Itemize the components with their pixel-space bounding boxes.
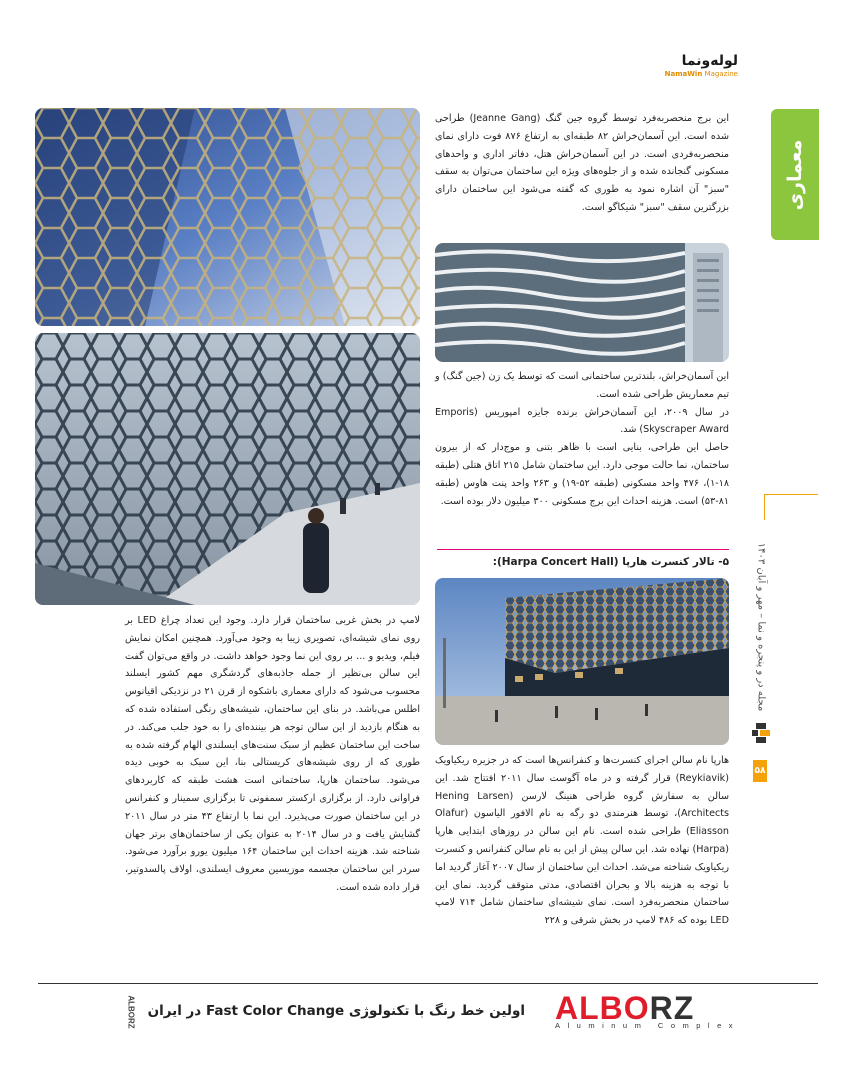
logo-magazine: Magazine [704,70,738,78]
magazine-mark-icon [752,723,770,743]
alborz-wordmark-dark: RZ [649,990,695,1026]
section-divider [437,549,729,550]
footer-divider [38,983,818,984]
issue-info [747,522,775,732]
section-heading-harpa: ۵- تالار کنسرت هارپا (Harpa Concert Hall): [492,556,729,568]
harpa-exterior-photo [435,578,729,745]
alborz-wordmark-red: ALBO [555,990,650,1026]
aqua-tower-photo [435,243,729,362]
intro-paragraph [435,110,729,217]
orange-bracket-side [764,494,765,520]
alborz-subtitle: Aluminum Complex [555,1021,741,1030]
magazine-logo [642,53,738,79]
intro-text: این برج منحصربه‌فرد توسط گروه جین گنگ (Jeanne Gang) طراحی شده است. این آسمان‌خراش ۸۲ طبقه‌ای به ارتفاع ۸۷۶ فوت دارای نمای منحصربه‌فردی است. در این آسمان‌خراش هتل، دفاتر اداری و واحدهای مسکونی گنجانده شده و از جلوه‌های ویژه این ساختمان می‌توان به سقف "سبز" آن اشاره نمود به طوری که گفته می‌شود این ساختمان دارای بزرگترین سقف "سبز" شیکاگو است. [435,113,730,213]
alborz-logo [555,990,741,1032]
aqua-description [435,368,729,510]
alborz-vertical-text: ALBORZ [126,995,136,1029]
harpa-text: هارپا نام سالن اجرای کنسرت‌ها و کنفرانس‌ها است که در جزیره ریکیاویک (Reykiavik) قرار گرفته و در ماه آگوست سال ۲۰۱۱ افتتاح شد. این سالن به سفارش گروه طراحی هنینگ لارسن (Hening Larsen Architects)، توسط هنرمندی دو رگه به نام الافور الیاسون (Olafur Eliasson) طراحی شده است. نام این سالن در روزهای ابتدایی هارپا (Harpa) نهاده شد. این سالن پیش از این به نام سالن کنفرانس و کنسرت ریکیاویک شناخته می‌شد. احداث این ساختمان از سال ۲۰۰۷ آغاز گردید اما با توجه به هزینه بالا و بحران اقتصادی، مدتی متوقف گردید. نمای این ساختمان منحصربه‌فرد است. نمای شیشه‌ای ساختمان شامل ۷۱۴ لامپ LED بوده که ۴۸۶ لامپ در بخش شرقی و ۲۲۸ [435,755,729,927]
slogan-part-1: اولین خط رنگ با تکنولوژی [348,1003,525,1019]
aqua-text-2: در سال ۲۰۰۹، این آسمان‌خراش برنده جایزه امپوریس (Emporis Skyscraper Award) شد. [435,406,729,436]
section-tab-label: معماری [784,139,806,210]
logo-subtitle [665,70,738,78]
section-tab [771,109,819,240]
issue-info-text: مجله در و پنجره و نما – مهر و آبان ۱۴۰۳ [755,542,767,712]
harpa-ceiling-photo [35,108,420,326]
aqua-text-1: این آسمان‌خراش، بلندترین ساختمانی است که توسط یک زن (جین گنگ) و تیم معماریش طراحی شده است. [435,371,729,400]
logo-brand: NamaWin [664,70,703,78]
orange-bracket-top [764,494,818,495]
aqua-text-3: حاصل این طراحی، بنایی است با ظاهر بتنی و موج‌دار که از بیرون ساختمان، نما حالت موجی دارد. این ساختمان شامل ۲۱۵ اتاق هتلی (طبقه ۱۸-۱)، ۴۷۶ واحد مسکونی (طبقه ۵۲-۱۹) و ۲۶۳ واحد پنت هاوس (طبقه ۸۱-۵۳) است. هزینه احداث این برج مسکونی ۳۰۰ میلیون دلار بوده است. [435,442,729,507]
slogan-english: Fast Color Change [205,1003,345,1019]
logo-title: لوله‌ونما [681,53,738,69]
harpa-interior-photo [35,333,420,605]
footer-slogan [147,1003,525,1019]
harpa-continued-text: لامپ در بخش غربی ساختمان قرار دارد. وجود این تعداد چراغ LED بر روی نمای شیشه‌ای، تصویری زیبا به وجود می‌آورد. همچنین امکان نمایش فیلم، ویدیو و ... بر روی این نما وجود خواهد داشت. در واقع می‌توان گفت این سالن بی‌نظیر از جمله جاذبه‌های گردشگری مهم کشور ایسلند محسوب می‌شود که دارای معماری باشکوه از قرن ۲۱ در نزدیکی اقیانوس اطلس می‌باشد. در بنای این ساختمان، شیشه‌های رنگی استفاده شده که به هنگام بازدید از این سالن توجه هر بیننده‌ای را به خود جلب می‌کند. در ساخت این ساختمان عظیم از سبک سنت‌های ایسلندی الهام گرفته شده به طوری که از روی شیشه‌های کریستالی بنا، این سبک به خوبی دیده می‌شود. ساختمان هارپا، ساختمانی است هشت طبقه که کاربردهای فراوانی دارد. از برگزاری ارکستر سمفونی تا برگزاری سمینار و کنفرانس در این ساختمان صورت می‌پذیرد. این نما با ارتفاع ۴۳ متر در سال ۲۰۱۱ گشایش یافت و در سال ۲۰۱۴ به عنوان یکی از ساختمان‌های برتر جهان شناخته شد. هزینه احداث این ساختمان ۱۶۴ میلیون یورو برآورد می‌شود. سردر این ساختمان مجسمه موزیسین معروف ایسلندی، اولاف پالسدوتیر، قرار داده شده است. [125,615,420,893]
page-number: ۵۸ [753,760,767,782]
harpa-continued [125,612,420,897]
alborz-vertical-logo [124,992,138,1032]
harpa-description [435,752,729,930]
slogan-part-2: در ایران [147,1003,202,1019]
